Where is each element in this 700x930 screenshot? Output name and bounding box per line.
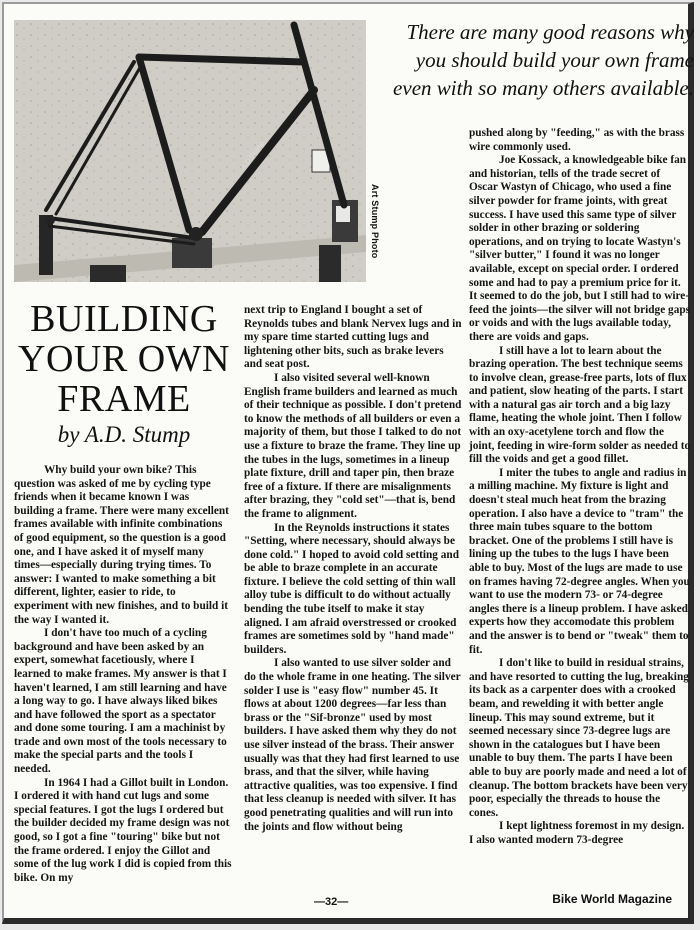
text-column-1: [14, 464, 232, 885]
title-line: FRAME: [57, 378, 191, 420]
paragraph: pushed along by "feeding," as with the brass wire commonly used.: [469, 127, 685, 153]
paragraph: I also visited several well-known English frame builders and learned as much of their technique as possible. I don't pretend to know the methods of all builders or even a majority of them, but those I talked to do not use a fixture to braze the frame. They line up the tubes in the lugs, sometimes in a lineup plate fixture, drill and taper pin, then braze free of a fixture. If there are misalignments after brazing, they "cold set"—that is, bend the frame to alignment.: [244, 371, 462, 520]
frame-lettering: A.D.Stump: [240, 140, 267, 172]
article-tagline: There are many good reasons why you should build your own frame even with so many others available.: [393, 20, 694, 100]
paragraph: Joe Kossack, a knowledgeable bike fan and historian, tells of the trade secret of Oscar Wastyn of Chicago, who used a fine silver powder for frame joints, with great success. I have used this same type of silver solder in other brazing or soldering operations, and on trying to locate Wastyn's "silver butter," I found it was no longer available, except on special order. I ordered some and had to pay a premium price for it. It seemed to do the job, but I still had to wire-feed the joints—the silver will not bridge gaps or voids and with the lugs available today, there are voids and gaps.: [469, 154, 691, 343]
paragraph: Why build your own bike? This question was asked of me by cycling type friends when it became known I was building a frame. There were many excellent frames available with infinite combinations of good equipment, so the question is a good one, and I have asked it of myself many times—especially during trying times. To answer: I wanted to make something a bit different, lighter, easier to ride, to experiment with new finishes, and to build it the way I wanted it.: [14, 464, 229, 626]
bicycle-frame-illustration: [14, 20, 366, 282]
paragraph: I kept lightness foremost in my design. I also wanted modern 73-degree: [469, 820, 685, 846]
frame-photo: [14, 20, 366, 282]
article-byline: by A.D. Stump: [57, 422, 191, 447]
paragraph: I also wanted to use silver solder and do the whole frame in one heating. The silver solder I use is "easy flow" number 45. It flows at about 1200 degrees—far less than brass or the "Sif-bronze" used by most builders. I have asked them why they do not use silver instead of the brass. Their answer usually was that they had first learned to use brass, and that the silver, while having attractive qualities, was too expensive. I find that less cleanup is needed with silver. It has good penetrating qualities and will run into the joints and flow without being: [244, 657, 461, 833]
paragraph: next trip to England I bought a set of Reynolds tubes and blank Nervex lugs and in my spare time started cutting lugs and lightening other bits, such as brake levers and seat post.: [244, 304, 462, 371]
title-line: BUILDING: [30, 298, 218, 340]
publication-name: Bike World Magazine: [552, 892, 672, 906]
page-number: —32—: [314, 896, 349, 908]
paragraph: I still have a lot to learn about the brazing operation. The best technique seems to involve clean, grease-free parts, lots of flux and patient, slow heating of the parts. I start with a natural gas air torch and a big lazy flame, heating the whole joint. Then I follow with an oxy-acetylene torch and flow the joint, feeding in wire-form solder as needed to fill the voids and get a good fillet.: [469, 344, 691, 466]
magazine-page: [2, 2, 694, 924]
text-column-3: [469, 127, 691, 847]
paragraph: I miter the tubes to angle and radius in a milling machine. My fixture is light and doesn't steal much heat from the brazing operation. I also have a device to "tram" the three main tubes square to the bottom bracket. One of the problems I still have is lining up the tubes to the lugs I have been able to buy. Most of the lugs are made to use on frames having 72-degree angles. When you want to use the modern 73- or 74-degree angles there is a lineup problem. I have asked experts how they accomodate this problem and the answer is to bend or "tweak" them to fit.: [469, 466, 690, 656]
title-line: YOUR OWN: [18, 338, 230, 380]
paragraph: I don't have too much of a cycling background and have been asked by an expert, somewhat facetiously, where I learned to make frames. My answer is that I haven't learned, I am still learning and have a long way to go. I have always liked bikes and have followed the sport as a spectator and done some touring. I am a machinist by trade and own most of the tools necessary to make the special parts and the tools I needed.: [14, 627, 227, 776]
paragraph: In 1964 I had a Gillot built in London. I ordered it with hand cut lugs and some special features. I got the lugs I ordered but the builder decided my frame design was not good, so I got a fine "touring" bike but not the frame ordered. I enjoy the Gillot and some of the lug work I did is copied from this bike. On my: [14, 776, 232, 884]
photo-credit: Art Stump Photo: [370, 184, 380, 259]
paragraph: In the Reynolds instructions it states "Setting, where necessary, should always be done cold." I hoped to avoid cold setting and be able to braze complete in an accurate fixture. I believe the cold setting of thin wall alloy tube is difficult to do without actually bending the tube itself to make it stay aligned. I am afraid overstressed or crooked frames are sometimes sold by "hand made" builders.: [244, 521, 459, 656]
article-title: [12, 299, 236, 419]
text-column-2: [244, 304, 462, 834]
paragraph: I don't like to build in residual strains, and have resorted to cutting the lug, breaking its back as a carpenter does with a crooked beam, and rewelding it with better angle lineup. This may sound extreme, but it seemed necessary since 73-degree lugs are shown in the catalogues but I have been unable to buy them. The parts I have been able to buy are poorly made and need a lot of cleanup. The bottom brackets have been very poor, especially the threads to house the cones.: [469, 657, 689, 819]
